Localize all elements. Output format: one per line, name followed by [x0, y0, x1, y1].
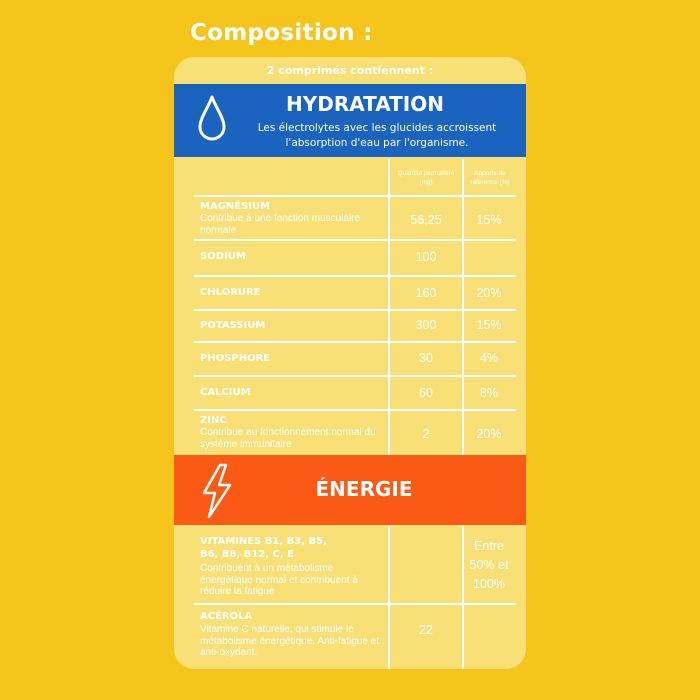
row-separator [194, 603, 516, 605]
nutrient-name: MAGNÉSIUM [200, 201, 271, 212]
column-divider [388, 159, 390, 455]
nutrient-reference: 15% [476, 318, 502, 332]
nutrient-description: Contribuent à un métabolisme énergétique normal et contribuent à réduire la fatigue [200, 563, 358, 597]
nutrient-name: VITAMINES B1, B3, B5, B6, B8, B12, C, E [200, 536, 327, 560]
row-separator [194, 195, 516, 197]
intro-text: 2 comprimés contiennent : [266, 64, 434, 77]
nutrient-description: Contribue à une fonction musculaire normale [200, 213, 361, 236]
nutrient-name: ACÉROLA [200, 611, 253, 622]
page-title: Composition : [190, 20, 373, 46]
nutrient-description: Contribue au fonctionnement normal du système immunitaire [200, 427, 376, 450]
nutrient-quantity: 100 [415, 250, 437, 264]
row-separator [194, 341, 516, 343]
nutrient-name: ZINC [200, 415, 227, 426]
nutrient-reference: 20% [476, 427, 502, 441]
energy-banner [174, 455, 526, 525]
hydration-text: Les électrolytes avec les glucides accroissent l'absorption d'eau par l'organisme. [257, 122, 497, 149]
column-divider [462, 159, 464, 455]
quantity-column-header: Quantité journalière (mg) [397, 170, 455, 186]
hydration-banner [174, 84, 526, 157]
nutrient-quantity: 22 [419, 623, 433, 637]
row-separator [194, 375, 516, 377]
nutrient-quantity: 160 [415, 286, 437, 300]
nutrient-name: SODIUM [200, 251, 246, 262]
nutrient-name: CALCIUM [200, 387, 251, 398]
nutrient-name: POTASSIUM [200, 320, 266, 331]
energy-title: ÉNERGIE [315, 477, 413, 501]
row-separator [194, 275, 516, 277]
nutrient-reference: 4% [479, 351, 499, 365]
nutrient-quantity: 300 [415, 318, 437, 332]
nutrient-description: Vitamine C naturelle, qui stimule le métabolisme énergétique. Anti-fatigue et anti-oxydant. [200, 624, 379, 658]
nutrient-quantity: 60 [419, 386, 433, 400]
nutrient-name: PHOSPHORE [200, 353, 271, 364]
composition-card [174, 57, 526, 669]
nutrient-quantity: 30 [419, 351, 433, 365]
row-separator [194, 409, 516, 411]
nutrient-reference: 20% [476, 286, 502, 300]
nutrient-name: CHLORURE [200, 287, 261, 298]
column-divider [388, 525, 390, 669]
nutrient-reference: 15% [476, 213, 502, 227]
nutrient-quantity: 56,25 [410, 213, 442, 227]
nutrient-reference: Entre 50% et 100% [469, 539, 509, 591]
nutrient-reference: 8% [479, 386, 499, 400]
row-separator [194, 309, 516, 311]
row-separator [194, 239, 516, 241]
reference-column-header: Apports de référence (%) [470, 170, 510, 186]
hydration-title: HYDRATATION [286, 92, 444, 116]
nutrient-quantity: 2 [422, 427, 430, 441]
